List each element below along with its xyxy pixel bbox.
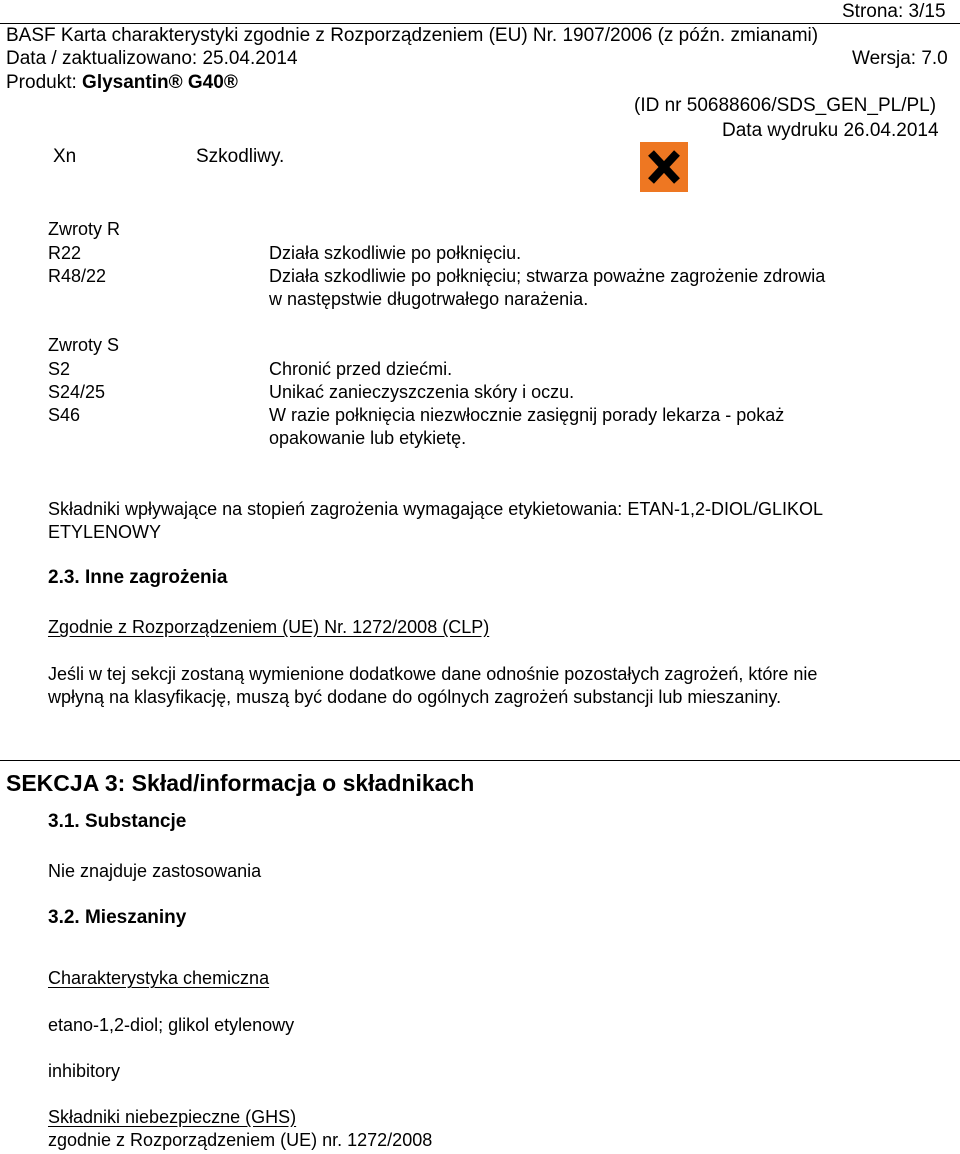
sheet-title: BASF Karta charakterystyki zgodnie z Rozporządzeniem (EU) Nr. 1907/2006 (z późn. zmianami) [6, 25, 819, 46]
section-divider [0, 760, 960, 761]
section-3-1-heading: 3.1. Substancje [48, 811, 187, 832]
labelling-components-text-continued: ETYLENOWY [48, 522, 162, 542]
s-phrase-text: W razie połknięcia niezwłocznie zasięgnij porady lekarza - pokaż [269, 405, 785, 425]
r-phrase-text: Działa szkodliwie po połknięciu. [269, 243, 522, 263]
labelling-components-text: Składniki wpływające na stopień zagrożenia wymagające etykietowania: ETAN-1,2-DIOL/GLIKOL [48, 499, 824, 519]
s-phrase-code: S24/25 [48, 382, 106, 402]
ghs-components-heading: Składniki niebezpieczne (GHS) [48, 1107, 297, 1127]
s-phrase-text: Chronić przed dziećmi. [269, 359, 453, 379]
r-phrase-code: R48/22 [48, 266, 107, 286]
s-phrase-code: S46 [48, 405, 81, 425]
document-id: (ID nr 50688606/SDS_GEN_PL/PL) [634, 95, 937, 116]
chemical-characterization-heading: Charakterystyka chemiczna [48, 968, 270, 988]
s-phrase-text: Unikać zanieczyszczenia skóry i oczu. [269, 382, 575, 402]
r-phrase-code: R22 [48, 243, 82, 263]
s-phrase-text-continued: opakowanie lub etykietę. [269, 428, 467, 448]
other-hazards-text-continued: wpłyną na klasyfikację, muszą być dodane do ogólnych zagrożeń substancji lub mieszaniny. [48, 687, 782, 707]
r-phrase-text-continued: w następstwie długotrwałego narażenia. [269, 289, 589, 309]
chemical-characterization-value: etano-1,2-diol; glikol etylenowy [48, 1015, 295, 1035]
r-phrases-heading: Zwroty R [48, 219, 120, 239]
substances-text: Nie znajduje zastosowania [48, 861, 262, 881]
section-3-2-heading: 3.2. Mieszaniny [48, 907, 187, 928]
hazard-symbol-code: Xn [53, 146, 77, 167]
product-name: Glysantin® G40® [82, 72, 238, 93]
s-phrases-heading: Zwroty S [48, 335, 120, 355]
other-hazards-text: Jeśli w tej sekcji zostaną wymienione dodatkowe dane odnośnie pozostałych zagrożeń, które nie [48, 664, 818, 684]
section-2-3-heading: 2.3. Inne zagrożenia [48, 567, 228, 588]
revision-date: Data / zaktualizowano: 25.04.2014 [6, 48, 298, 69]
product-prefix: Produkt: [6, 72, 83, 93]
page-number: Strona: 3/15 [842, 1, 946, 22]
version: Wersja: 7.0 [852, 48, 948, 69]
r-phrase-text: Działa szkodliwie po połknięciu; stwarza poważne zagrożenie zdrowia [269, 266, 826, 286]
harmful-x-icon [640, 142, 688, 192]
product-line [6, 71, 238, 95]
inhibitors-text: inhibitory [48, 1061, 121, 1081]
ghs-regulation-text: zgodnie z Rozporządzeniem (UE) nr. 1272/2008 [48, 1130, 433, 1150]
s-phrase-code: S2 [48, 359, 71, 379]
hazard-symbol-label: Szkodliwy. [196, 146, 285, 167]
clp-regulation-heading: Zgodnie z Rozporządzeniem (UE) Nr. 1272/2008 (CLP) [48, 617, 490, 637]
print-date: Data wydruku 26.04.2014 [722, 120, 939, 141]
section-3-heading: SEKCJA 3: Skład/informacja o składnikach [6, 770, 475, 796]
